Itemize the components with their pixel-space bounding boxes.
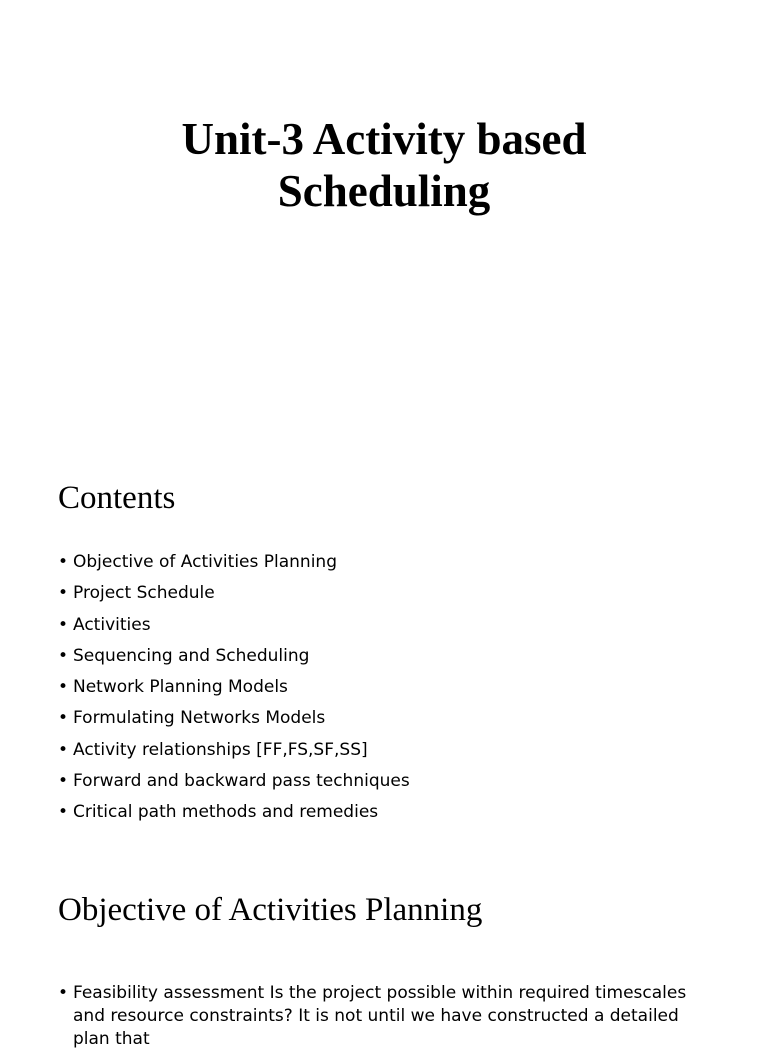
title-line-1: Unit-3 Activity based [181,114,587,164]
list-item: • Feasibility assessment Is the project possible within required timescales and resource constraints? It is not until we have constructed a detailed plan that [58,982,718,1051]
slide-contents [0,440,768,860]
list-item: • Project Schedule [58,581,718,612]
list-item: • Sequencing and Scheduling [58,644,718,675]
objective-heading: Objective of Activities Planning [58,892,483,928]
objective-list [58,982,718,1051]
slide-objective [0,860,768,1049]
list-item: • Activities [58,613,718,644]
contents-heading: Contents [58,480,176,516]
list-item: • Forward and backward pass techniques [58,769,718,800]
list-item: • Objective of Activities Planning [58,550,718,581]
slide-title [0,0,768,440]
list-item: • Critical path methods and remedies [58,800,718,831]
list-item: • Network Planning Models [58,675,718,706]
list-item: • Activity relationships [FF,FS,SF,SS] [58,738,718,769]
presentation-title [0,113,768,217]
list-item: • Formulating Networks Models [58,706,718,737]
title-line-2: Scheduling [277,166,491,216]
contents-list [58,550,718,832]
